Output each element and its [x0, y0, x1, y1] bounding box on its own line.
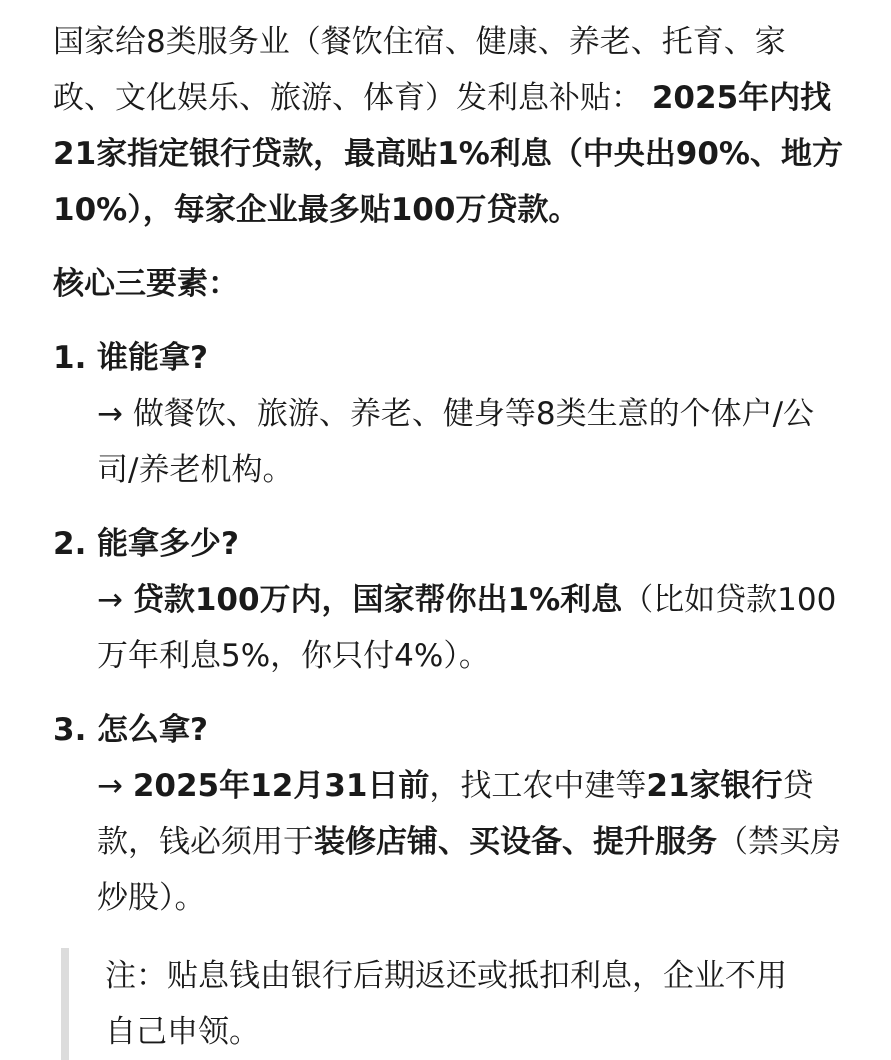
item-body	[53, 386, 843, 498]
item-body-text: （比如贷款100万年利息5%，你只付4%）。	[97, 582, 837, 674]
intro-paragraph	[53, 14, 843, 238]
item-title-text: 怎么拿?	[97, 712, 208, 748]
list-item	[53, 516, 843, 684]
item-body-highlight: 21家银行	[646, 768, 783, 804]
list-item	[53, 330, 843, 498]
item-body-text: ，找工农中建等	[429, 768, 647, 804]
arrow-icon: →	[97, 768, 133, 804]
item-number: 3.	[53, 712, 87, 748]
key-points-list	[53, 330, 843, 926]
note-blockquote	[61, 948, 805, 1060]
list-item	[53, 702, 843, 926]
item-number: 2.	[53, 526, 87, 562]
section-heading: 核心三要素：	[53, 266, 239, 302]
item-number: 1.	[53, 340, 87, 376]
item-body	[53, 758, 843, 926]
note-text: 注：贴息钱由银行后期返还或抵扣利息，企业不用自己申领。	[105, 958, 787, 1050]
arrow-icon: →	[97, 396, 133, 432]
item-title	[53, 330, 843, 386]
item-title	[53, 702, 843, 758]
item-body-text: 贷款，钱必须用于	[97, 768, 814, 860]
arrow-icon: →	[97, 582, 133, 618]
item-title-text: 谁能拿?	[97, 340, 208, 376]
item-body-highlight: 贷款100万内，国家帮你出1%利息	[132, 582, 623, 618]
item-body-highlight: 2025年12月31日前	[132, 768, 430, 804]
item-title	[53, 516, 843, 572]
intro-highlight: 2025年内找21家指定银行贷款，最高贴1%利息（中央出90%、地方10%），每家企业最多贴100万贷款。	[53, 80, 843, 228]
item-title-text: 能拿多少?	[97, 526, 239, 562]
intro-text: 国家给8类服务业（餐饮住宿、健康、养老、托育、家政、文化娱乐、旅游、体育）发利息补贴：	[53, 24, 786, 116]
item-body	[53, 572, 843, 684]
item-body-text: （禁买房炒股）。	[97, 824, 841, 916]
article	[53, 14, 843, 1060]
item-body-highlight: 装修店铺、买设备、提升服务	[314, 824, 717, 860]
item-body-text: 做餐饮、旅游、养老、健身等8类生意的个体户/公司/养老机构。	[97, 396, 815, 488]
